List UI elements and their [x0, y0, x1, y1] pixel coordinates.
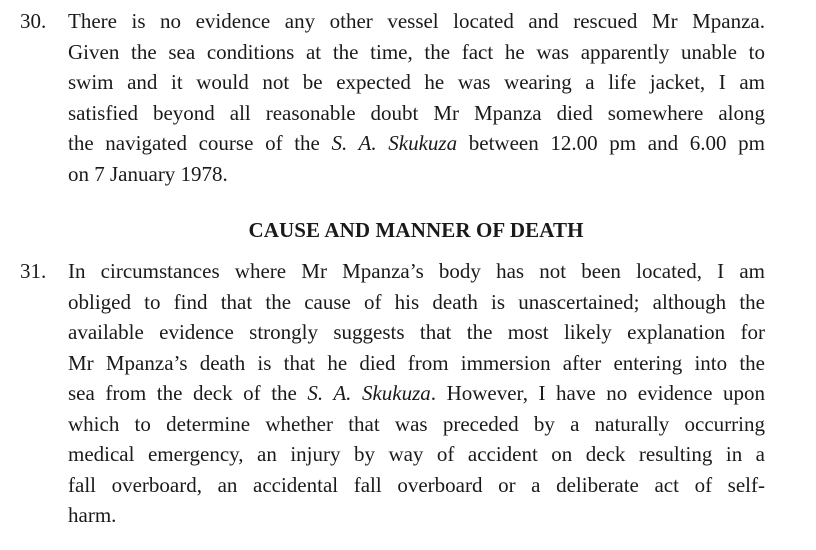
- text-line: [68, 6, 765, 37]
- text-segment: which to determine whether that was preceded by a naturally occurring: [68, 411, 765, 436]
- text-segment: swim and it would not be expected he was wearing a life jacket, I am: [68, 70, 765, 94]
- text-segment: There is no evidence any other vessel located and rescued Mr Mpanza.: [68, 9, 765, 33]
- text-segment: Given the sea conditions at the time, the fact he was apparently unable to: [68, 39, 765, 64]
- text-segment: satisfied beyond all reasonable doubt Mr Mpanza died somewhere along: [68, 100, 765, 125]
- text-segment: obliged to find that the cause of his death is unascertained; although the: [68, 289, 765, 314]
- text-line: [68, 378, 765, 409]
- paragraph-body: [68, 6, 765, 189]
- text-line: [68, 348, 765, 379]
- text-line: [68, 470, 765, 501]
- text-line: [68, 98, 765, 129]
- text-line: [68, 159, 765, 190]
- text-line: [68, 256, 765, 287]
- text-segment: medical emergency, an injury by way of accident on deck resulting in a: [68, 442, 765, 466]
- text-segment: In circumstances where Mr Mpanza’s body has not been located, I am: [68, 259, 765, 283]
- text-segment: available evidence strongly suggests that the most likely explanation for: [68, 320, 765, 344]
- text-segment: sea from the deck of the: [68, 381, 308, 405]
- text-segment: on 7 January 1978.: [68, 161, 228, 186]
- text-line: [68, 37, 765, 68]
- text-segment: harm.: [68, 503, 117, 527]
- text-line: [68, 409, 765, 440]
- text-segment: fall overboard, an accidental fall overboard or a deliberate act of self-: [68, 472, 765, 497]
- text-line: [68, 128, 765, 159]
- text-line: [68, 439, 765, 470]
- text-line: [68, 67, 765, 98]
- paragraph-number: 30.: [20, 9, 47, 33]
- vessel-name: S. A. Skukuza: [331, 131, 458, 155]
- text-segment: . However, I have no evidence upon: [430, 381, 765, 405]
- paragraph-number: 31.: [20, 259, 47, 283]
- text-segment: the navigated course of the: [68, 131, 332, 155]
- text-line: [68, 317, 765, 348]
- vessel-name: S. A. Skukuza: [307, 381, 431, 405]
- text-line: [68, 287, 765, 318]
- section-heading: [0, 215, 816, 245]
- text-line: [68, 500, 765, 531]
- text-segment: between 12.00 pm and 6.00 pm: [457, 131, 765, 155]
- text-segment: Mr Mpanza’s death is that he died from immersion after entering into the: [68, 350, 765, 375]
- section-heading-text: CAUSE AND MANNER OF DEATH: [248, 218, 584, 242]
- paragraph-body: [68, 256, 765, 531]
